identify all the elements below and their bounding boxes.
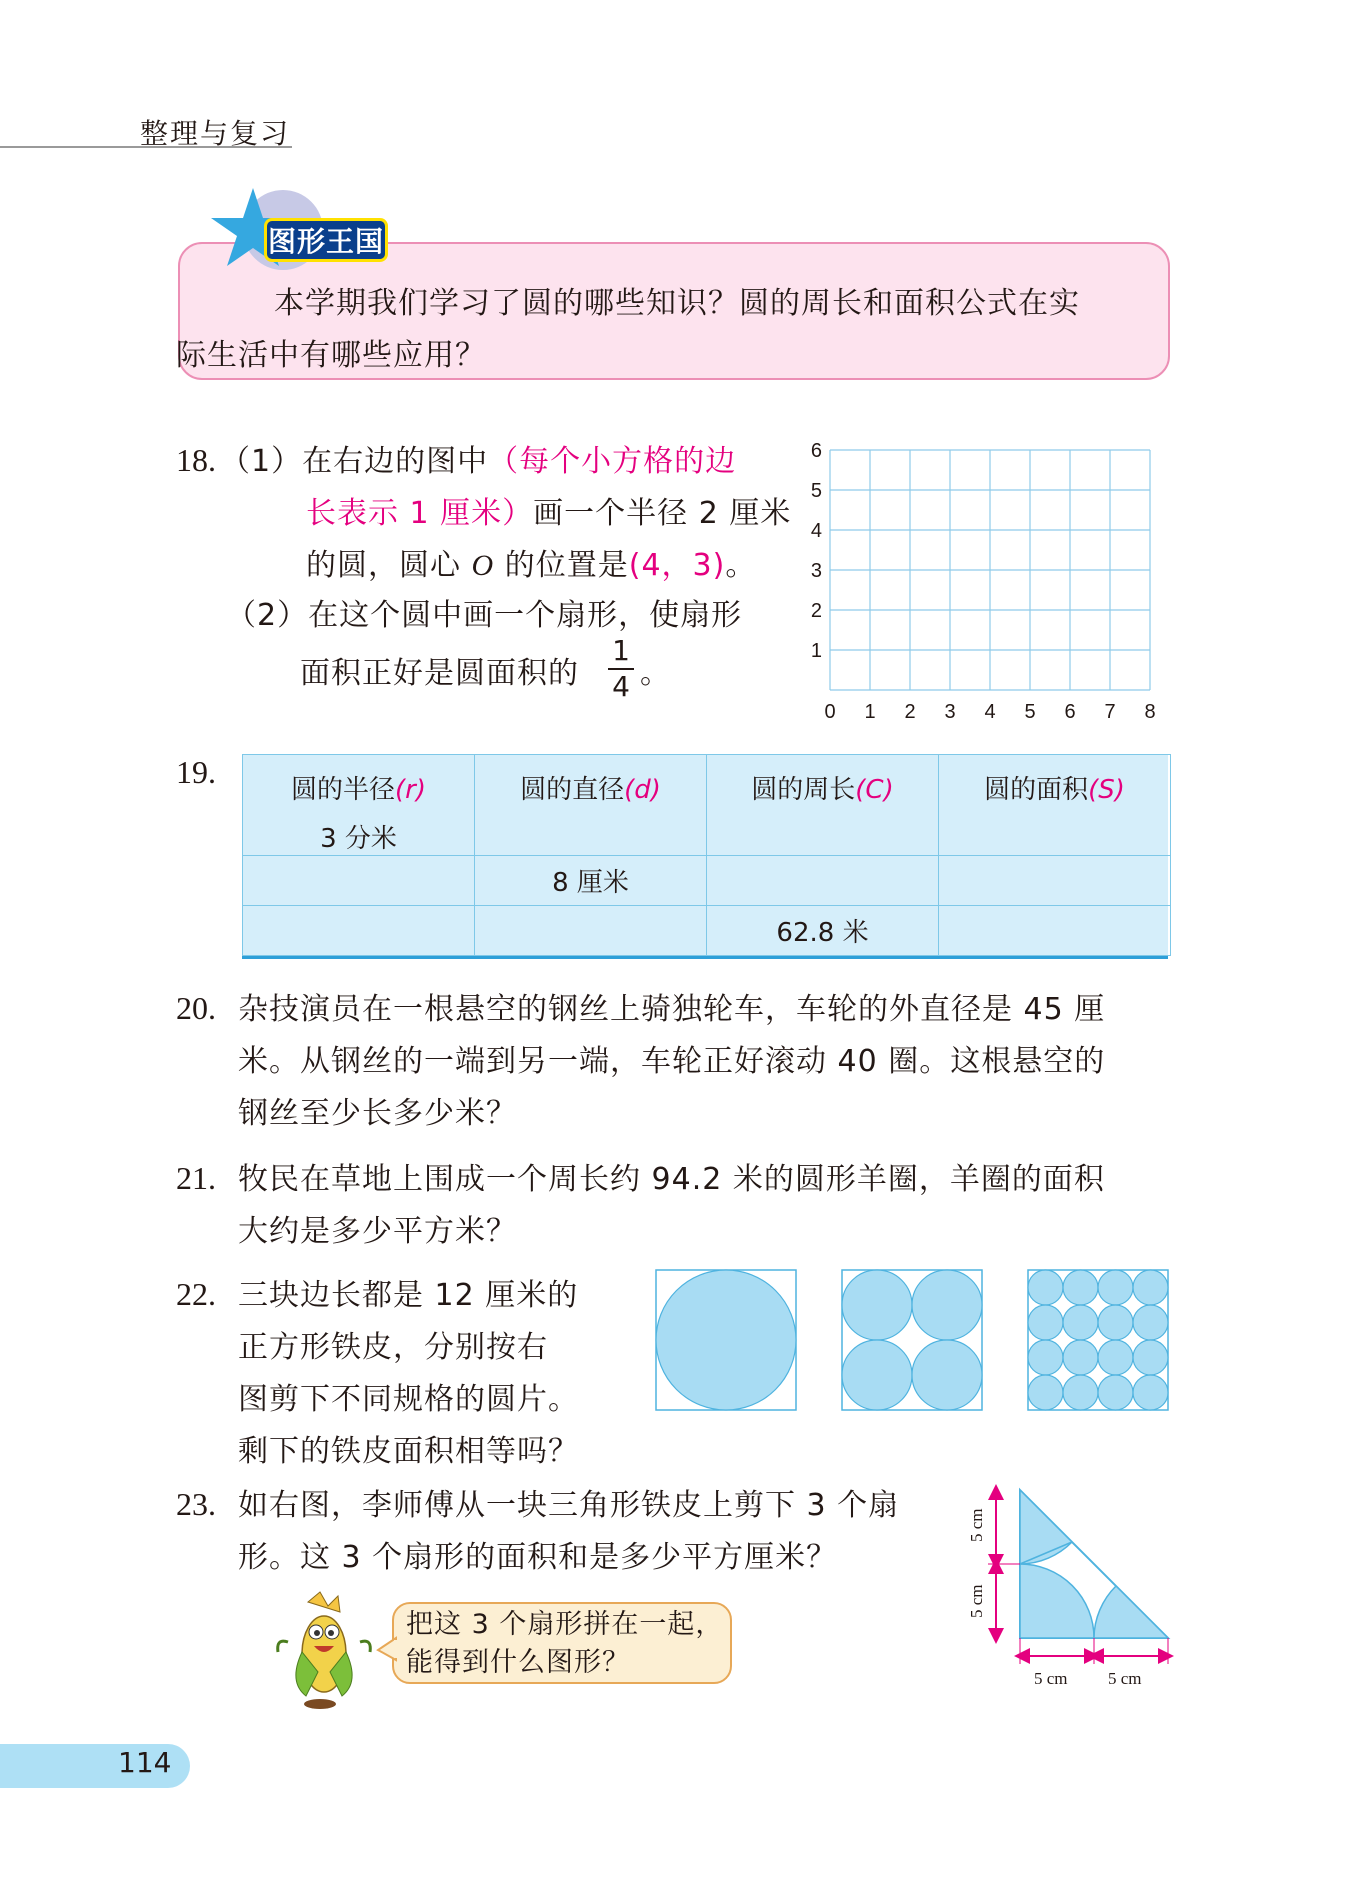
q18-line-2: 长表示 1 厘米）画一个半径 2 厘米 [306,496,792,531]
table-header-diameter: 圆的直径(d) [475,755,707,856]
x-tick-label: 8 [1144,701,1156,723]
cut-circle [1133,1340,1168,1375]
cut-circle [1098,1270,1133,1305]
q23-number: 23. [176,1486,216,1522]
cut-circle [842,1270,912,1340]
y-tick-label: 4 [810,520,822,542]
q20-number: 20. [176,990,216,1026]
q18-line-1: （1）在右边的图中（每个小方格的边 [220,444,737,479]
header-rule [0,146,292,148]
table-header-radius: 圆的半径(r) 3 分米 [243,755,475,856]
bubble-text: 把这 3 个扇形拼在一起， 能得到什么图形？ [406,1609,724,1678]
cut-circle [912,1340,982,1410]
q18-line-5-end: 。 [640,656,671,691]
x-tick-label: 5 [1024,701,1036,723]
q22-number: 22. [176,1276,216,1312]
q18-line-3: 的圆，圆心 O 的位置是(4，3)。 [306,548,757,583]
cut-circle [1063,1340,1098,1375]
intro-line-1: 本学期我们学习了圆的哪些知识？圆的周长和面积公式在实 [274,286,1080,321]
y-tick-label: 3 [810,560,822,582]
coordinate-grid [810,440,1180,723]
cut-circle [842,1340,912,1410]
cut-circle [1028,1270,1063,1305]
y-tick-label: 6 [810,440,822,462]
x-tick-label: 4 [984,701,996,723]
q22-line-1: 三块边长都是 12 厘米的 [238,1278,579,1313]
cut-circle [912,1270,982,1340]
x-tick-label: 0 [824,701,836,723]
dim-bottom-right: 5 cm [1108,1669,1142,1688]
corn-mascot-icon [268,1592,378,1712]
q22-line-2: 正方形铁皮，分别按右 [238,1330,548,1365]
q21-number: 21. [176,1160,216,1196]
cut-circle [1028,1305,1063,1340]
table-cell [939,906,1171,956]
table-cell [939,856,1171,906]
table-header-area: 圆的面积(S) [939,755,1171,856]
cut-circle [1098,1305,1133,1340]
table-header-circumference: 圆的周长(C) [707,755,939,856]
table-cell: 8 厘米 [475,856,707,906]
cut-circle [1063,1375,1098,1410]
y-tick-label: 1 [810,640,822,662]
triangle-sectors-figure [967,1480,1176,1692]
q22-line-3: 图剪下不同规格的圆片。 [238,1382,579,1417]
table-cell: 62.8 米 [707,906,939,956]
q19-number: 19. [176,754,216,790]
q21-line-2: 大约是多少平方米？ [238,1214,517,1249]
x-tick-label: 2 [904,701,916,723]
cut-circle [1133,1305,1168,1340]
cut-circle [1063,1270,1098,1305]
page-number: 114 [118,1746,172,1779]
intro-line-2: 际生活中有哪些应用？ [176,338,486,373]
q22-line-4: 剩下的铁皮面积相等吗？ [238,1434,579,1469]
q18-line-4: （2）在这个圆中画一个扇形，使扇形 [226,598,743,633]
q20-line-3: 钢丝至少长多少米？ [238,1096,517,1131]
x-tick-label: 7 [1104,701,1116,723]
x-tick-label: 6 [1064,701,1076,723]
cut-circle [1133,1375,1168,1410]
cut-circle [1098,1340,1133,1375]
q21-line-1: 牧民在草地上围成一个周长约 94.2 米的圆形羊圈，羊圈的面积 [238,1162,1105,1197]
x-tick-label: 3 [944,701,956,723]
x-tick-label: 1 [864,701,876,723]
circle-cut-figures [654,1268,1174,1412]
q18-line-5: 面积正好是圆面积的 [300,656,579,691]
table-cell [243,906,475,956]
cut-circle [1028,1340,1063,1375]
speech-bubble-tail [376,1636,398,1662]
y-tick-label: 2 [810,600,822,622]
chapter-title: 整理与复习 [140,117,291,150]
q20-line-2: 米。从钢丝的一端到另一端，车轮正好滚动 40 圈。这根悬空的 [238,1044,1106,1079]
section-badge: 图形王国 [264,218,388,262]
dim-bottom-left: 5 cm [1034,1669,1068,1688]
cut-circle [1133,1270,1168,1305]
cut-circle [1063,1305,1098,1340]
q23-line-2: 形。这 3 个扇形的面积和是多少平方厘米？ [238,1540,838,1575]
y-tick-label: 5 [810,480,822,502]
cut-circle [1098,1375,1133,1410]
table-cell [243,856,475,906]
circle-table [242,754,1171,956]
q18-number: 18. [176,442,216,478]
table-cell [475,906,707,956]
table-cell [707,856,939,906]
dim-left-bottom: 5 cm [967,1584,986,1618]
q20-line-1: 杂技演员在一根悬空的钢丝上骑独轮车，车轮的外直径是 45 厘 [238,992,1106,1027]
dim-left-top: 5 cm [967,1508,986,1542]
q23-line-1: 如右图，李师傅从一块三角形铁皮上剪下 3 个扇 [238,1488,900,1523]
fraction-one-quarter: 1 4 [608,634,634,704]
cut-circle [1028,1375,1063,1410]
